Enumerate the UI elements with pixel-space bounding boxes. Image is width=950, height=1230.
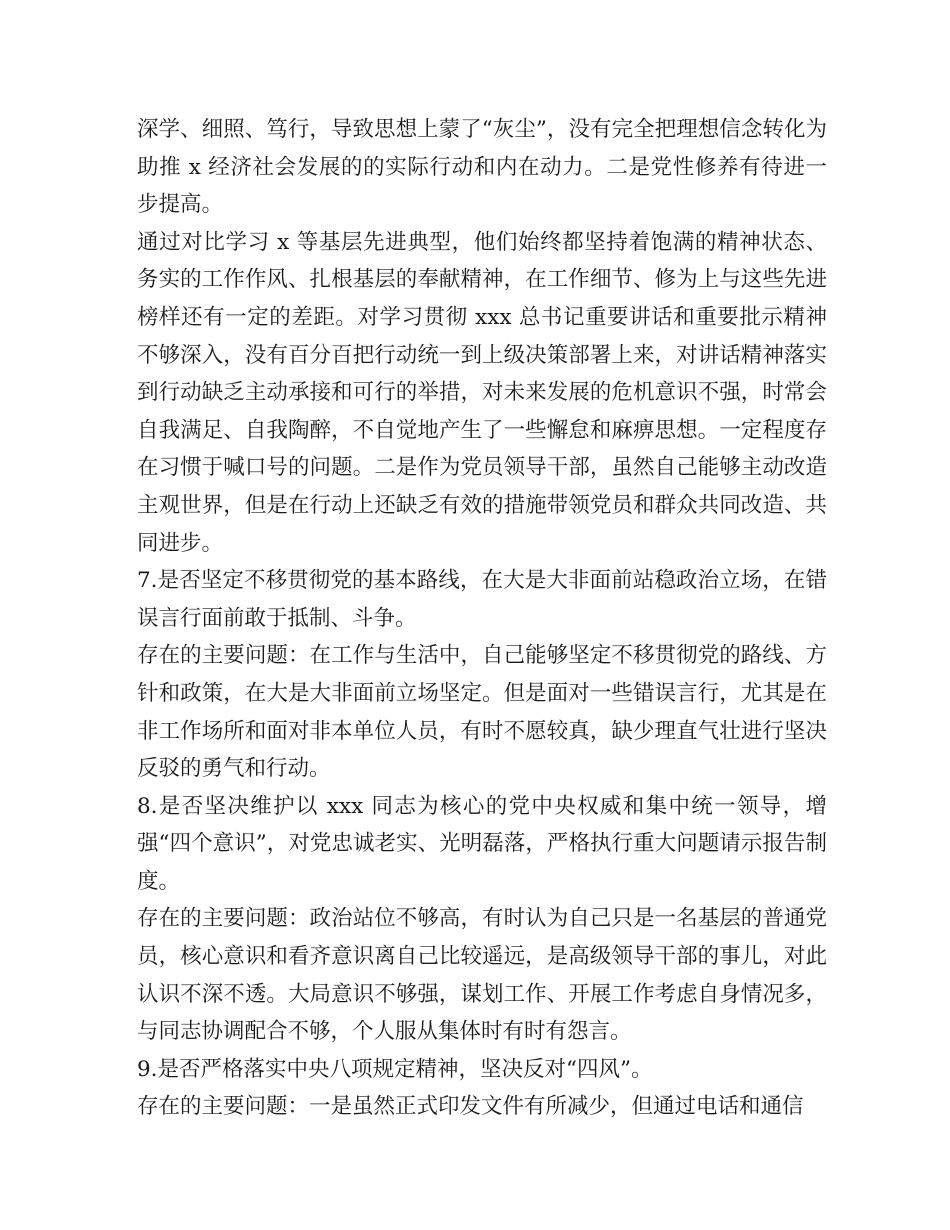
paragraph-8: 存在的主要问题：一是虽然正式印发文件有所减少，但通过电话和通信	[137, 1094, 804, 1120]
document-body	[137, 111, 827, 1126]
paragraph-1: 深学、细照、笃行，导致思想上蒙了“灰尘”，没有完全把理想信念转化为助推 x 经济社会发展的的实际行动和内在动力。二是党性修养有待进一步提高。	[137, 117, 827, 218]
paragraph-2: 通过对比学习 x 等基层先进典型，他们始终都坚持着饱满的精神状态、务实的工作作风、扎根基层的奉献精神，在工作细节、修为上与这些先进榜样还有一定的差距。对学习贯彻 xxx 总书记重要讲话和重要批示精神不够深入，没有百分百把行动统一到上级决策部署上来，对讲话精神落实到行动缺乏主动承接和可行的举措，对未来发展的危机意识不强，时常会自我满足、自我陶醉，不自觉地产生了一些懈怠和麻痹思想。一定程度存在习惯于喊口号的问题。二是作为党员领导干部，虽然自己能够主动改造主观世界，但是在行动上还缺乏有效的措施带领党员和群众共同改造、共同进步。	[137, 229, 827, 556]
paragraph-3: 7.是否坚定不移贯彻党的基本路线，在大是大非面前站稳政治立场，在错误言行面前敢于抵制、斗争。	[137, 568, 827, 631]
paragraph-5: 8.是否坚决维护以 xxx 同志为核心的党中央权威和集中统一领导，增强“四个意识”，对党忠诚老实、光明磊落，严格执行重大问题请示报告制度。	[137, 793, 827, 894]
paragraph-6: 存在的主要问题：政治站位不够高，有时认为自己只是一名基层的普通党员，核心意识和看齐意识离自己比较遥远，是高级领导干部的事儿，对此认识不深不透。大局意识不够强，谋划工作、开展工作考虑自身情况多，与同志协调配合不够，个人服从集体时有时有怨言。	[137, 906, 827, 1045]
paragraph-7: 9.是否严格落实中央八项规定精神，坚决反对“四风”。	[137, 1056, 653, 1082]
paragraph-4: 存在的主要问题：在工作与生活中，自己能够坚定不移贯彻党的路线、方针和政策，在大是大非面前立场坚定。但是面对一些错误言行，尤其是在非工作场所和面对非本单位人员，有时不愿较真，缺少理直气壮进行坚决反驳的勇气和行动。	[137, 643, 827, 782]
